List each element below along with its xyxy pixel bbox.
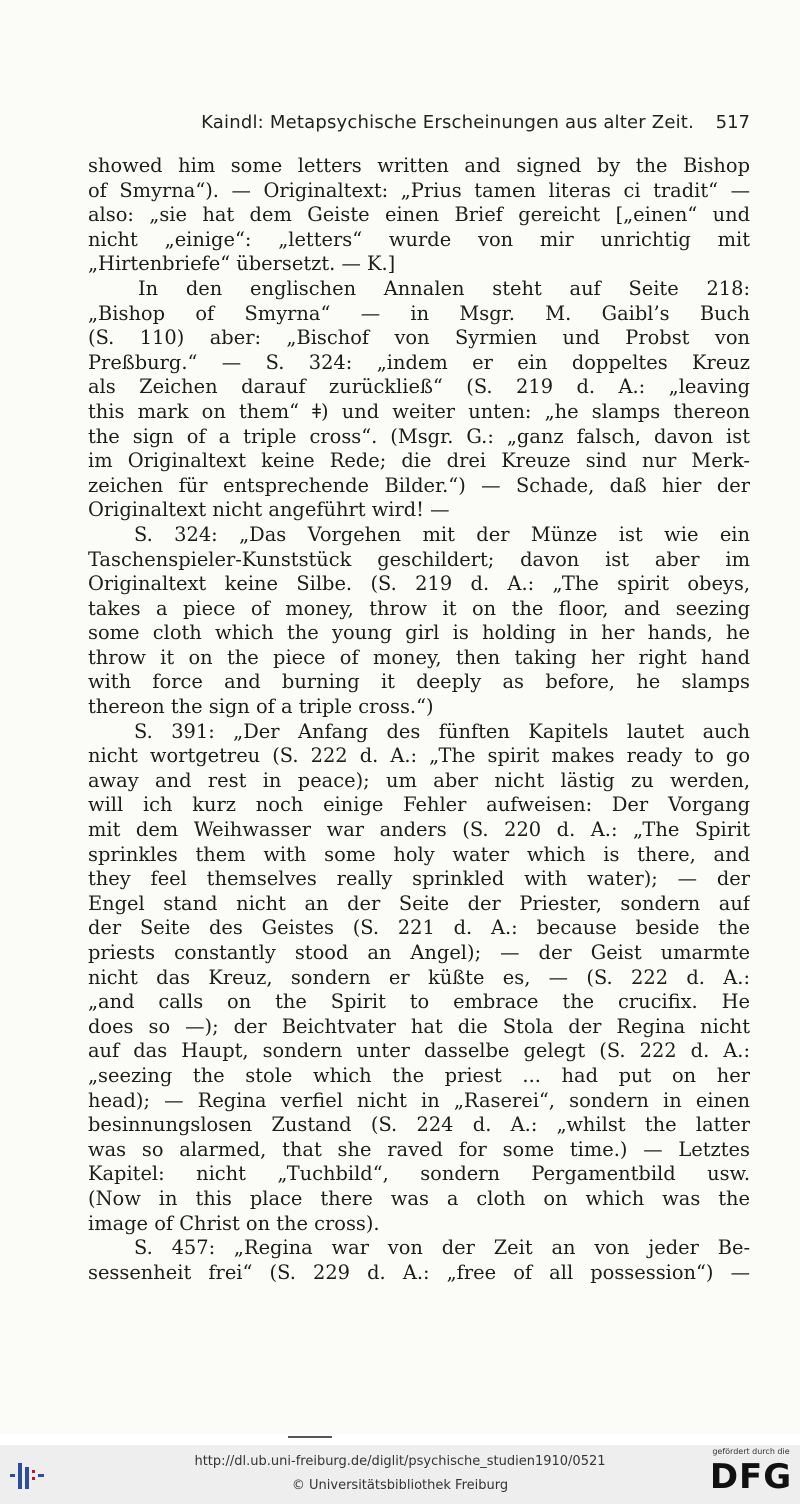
text-line: im Originaltext keine Rede; die drei Kreuze sind nur Merk- (88, 449, 750, 473)
text-line: „Bishop of Smyrna“ — in Msgr. M. Gaibl’s Buch (88, 301, 750, 325)
text-line: Kapitel: nicht „Tuchbild“, sondern Pergamentbild usw. (88, 1162, 750, 1186)
text-line: sessenheit frei“ (S. 229 d. A.: „free of all possession“) — (88, 1260, 750, 1284)
text-line: zeichen für entsprechende Bilder.“) — Schade, daß hier der (88, 473, 750, 497)
text-line: of Smyrna“). — Originaltext: „Prius tamen literas ci tradit“ — (88, 178, 750, 202)
text-line: In den englischen Annalen steht auf Seite 218: (138, 276, 750, 300)
text-line: nicht wortgetreu (S. 222 d. A.: „The spirit makes ready to go (88, 744, 750, 768)
text-line: the sign of a triple cross“. (Msgr. G.: „ganz falsch, davon ist (88, 424, 750, 448)
viewer-footer (0, 1445, 800, 1504)
copyright-notice: © Universitätsbibliothek Freiburg (291, 1478, 509, 1493)
text-line: will ich kurz noch einige Fehler aufweisen: Der Vorgang (88, 793, 750, 817)
text-line: away and rest in peace); um aber nicht lästig zu werden, (88, 768, 750, 792)
text-line: sprinkles them with some holy water which is there, and (88, 842, 750, 866)
text-line: Originaltext keine Silbe. (S. 219 d. A.: „The spirit obeys, (88, 572, 750, 596)
text-line: auf das Haupt, sondern unter dasselbe gelegt (S. 222 d. A.: (88, 1039, 750, 1063)
sponsor-logo-text: DFG (709, 1457, 793, 1497)
text-line: S. 391: „Der Anfang des fünften Kapitels lautet auch (134, 719, 750, 743)
text-line: Preßburg.“ — S. 324: „indem er ein doppeltes Kreuz (88, 350, 750, 374)
text-line: they feel themselves really sprinkled with water); — der (88, 867, 750, 891)
text-line: nicht „einige“: „letters“ wurde von mir unrichtig mit (88, 227, 750, 251)
text-line: als Zeichen darauf zurückließ“ (S. 219 d. A.: „leaving (88, 375, 750, 399)
text-line: besinnungslosen Zustand (S. 224 d. A.: „whilst the latter (88, 1113, 750, 1137)
text-line: Originaltext nicht angeführt wird! — (88, 498, 450, 522)
text-line: Engel stand nicht an der Seite der Priester, sondern auf (88, 891, 750, 915)
text-line: (S. 110) aber: „Bischof von Syrmien und Probst von (88, 326, 750, 350)
text-line: also: „sie hat dem Geiste einen Brief gereicht [„einen“ und (88, 203, 750, 227)
text-line: showed him some letters written and signed by the Bishop (88, 154, 750, 177)
text-line: (Now in this place there was a cloth on which was the (88, 1186, 750, 1210)
running-title: Kaindl: Metapsychische Erscheinungen aus alter Zeit. (201, 112, 694, 133)
text-line: throw it on the piece of money, then taking her right hand (88, 645, 750, 669)
text-line: Taschenspieler-Kunststück geschildert; davon ist aber im (88, 547, 750, 571)
text-line: nicht das Kreuz, sondern er küßte es, — (S. 222 d. A.: (88, 965, 750, 989)
text-line: was so alarmed, that she raved for some time.) — Letztes (88, 1137, 750, 1161)
dfg-logo (706, 1447, 796, 1501)
text-line: this mark on them“ ǂ) und weiter unten: „he slamps thereon (88, 399, 750, 423)
text-line: der Seite des Geistes (S. 221 d. A.: because beside the (88, 916, 750, 940)
text-line: takes a piece of money, throw it on the floor, and seezing (88, 596, 750, 620)
text-line: S. 324: „Das Vorgehen mit der Münze ist wie ein (134, 522, 750, 546)
text-line: „Hirtenbriefe“ übersetzt. — K.] (88, 252, 396, 276)
running-header (88, 112, 750, 140)
text-line: image of Christ on the cross). (88, 1211, 380, 1235)
sponsor-tagline: gefördert durch die (712, 1447, 790, 1456)
text-line: thereon the sign of a triple cross.“) (88, 695, 434, 719)
text-line: priests constantly stood an Angel); — der Geist umarmte (88, 941, 750, 964)
text-line: does so —); der Beichtvater hat die Stola der Regina nicht (88, 1014, 750, 1038)
text-line: „and calls on the Spirit to embrace the crucifix. He (88, 990, 750, 1014)
text-line: S. 457: „Regina war von der Zeit an von jeder Be- (134, 1236, 750, 1260)
text-line: mit dem Weihwasser war anders (S. 220 d. A.: „The Spirit (88, 818, 750, 842)
body-text (88, 154, 750, 1285)
text-line: head); — Regina verfiel nicht in „Raserei“, sondern in einen (88, 1088, 750, 1112)
text-line: some cloth which the young girl is holding in her hands, he (88, 621, 750, 645)
text-line: with force and burning it deeply as before, he slamps (88, 670, 750, 694)
page-number: 517 (715, 112, 750, 133)
permalink-url[interactable]: http://dl.ub.uni-freiburg.de/diglit/psychische_studien1910/0521 (194, 1454, 606, 1469)
page-bottom-rule (288, 1436, 332, 1438)
text-line: „seezing the stole which the priest ... had put on her (88, 1063, 750, 1087)
